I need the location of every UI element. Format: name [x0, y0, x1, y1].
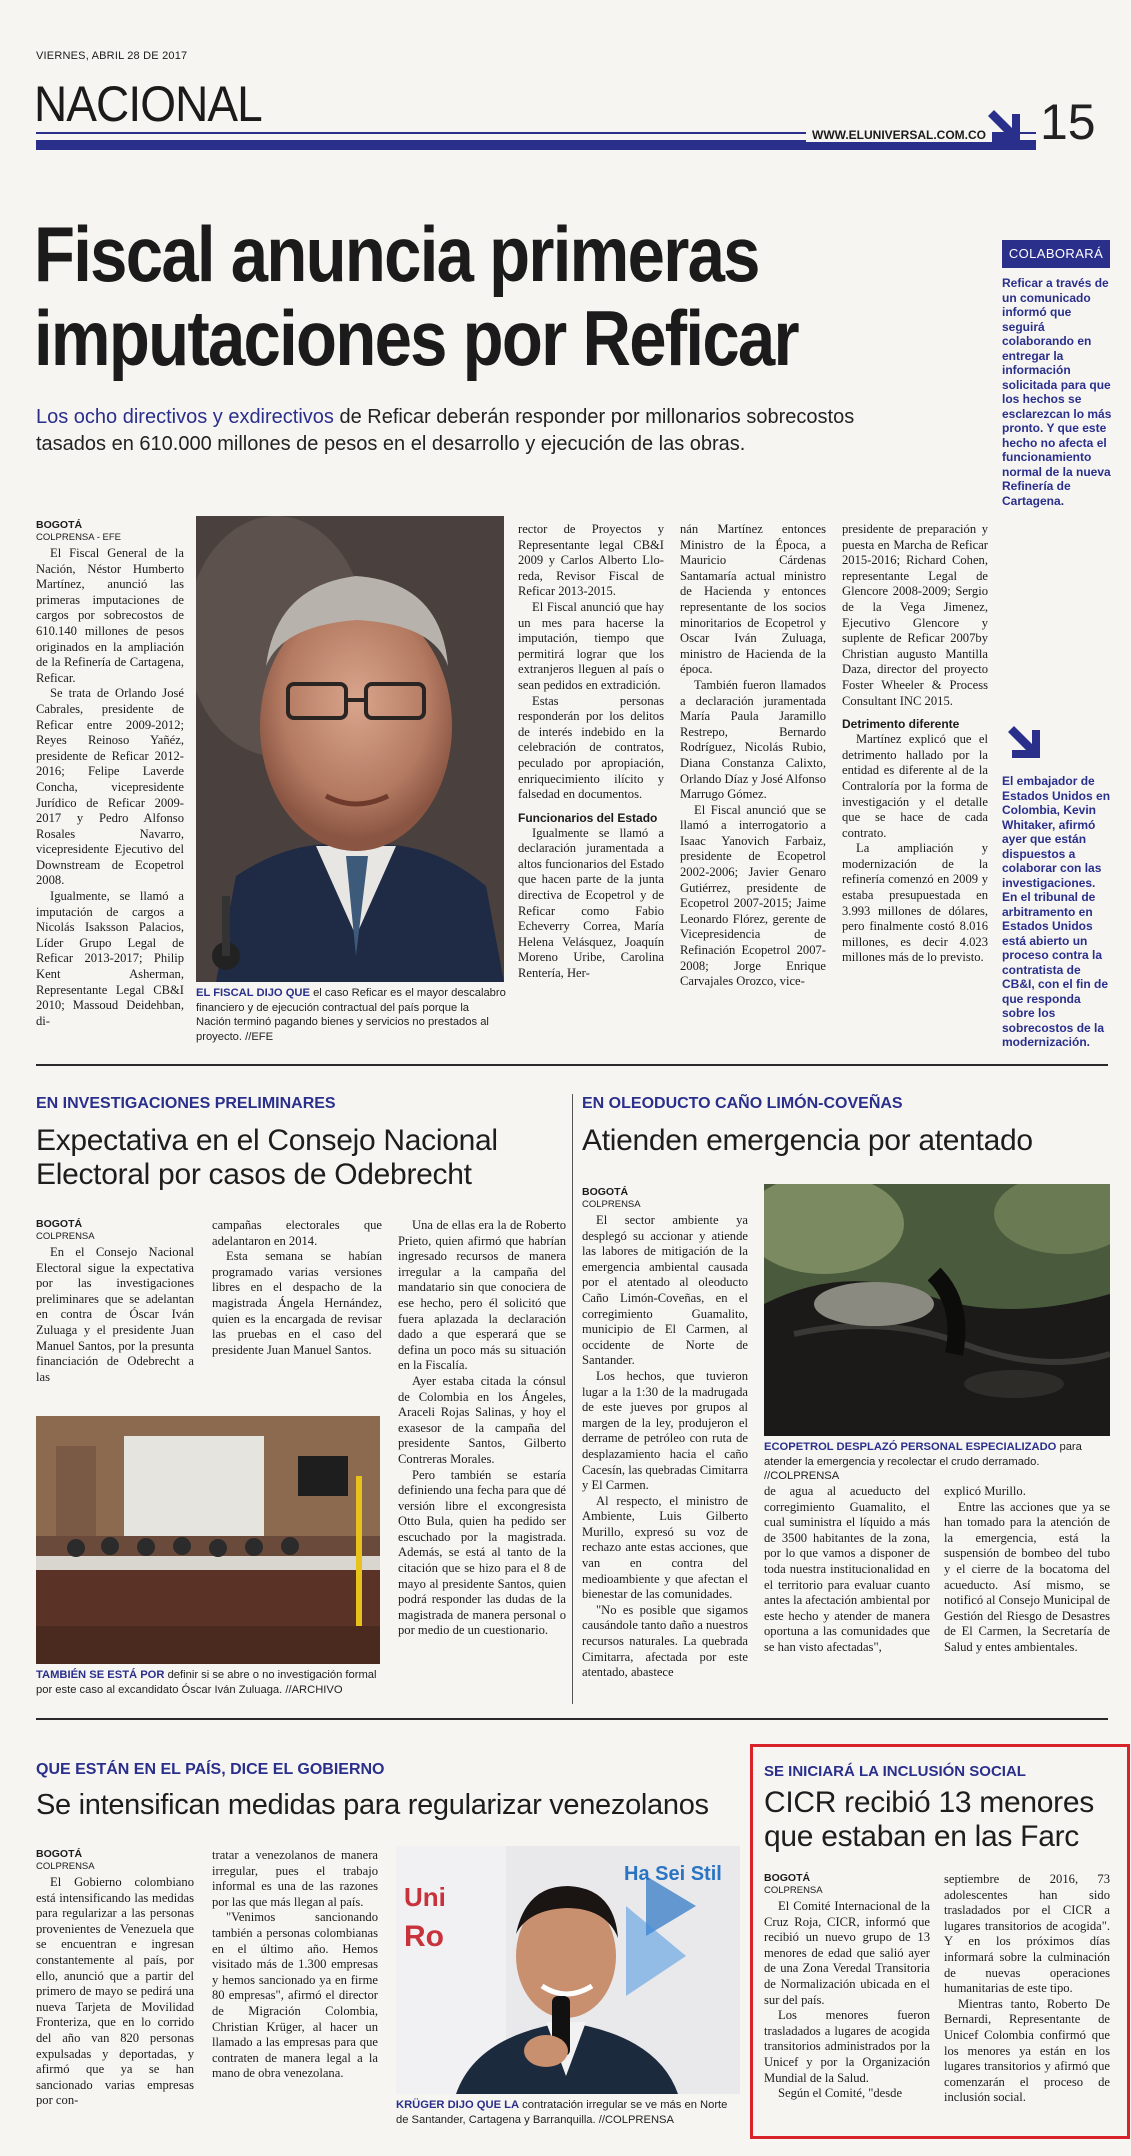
- story2-kicker: EN INVESTIGACIONES PRELIMINARES: [36, 1095, 336, 1112]
- story4-headline: Se intensifican medidas para regularizar venezolanos: [36, 1789, 709, 1821]
- paragraph: rector de Proyectos y Representante legal CB&I 2009 y Carlos Alberto Llo-reda, Revisor Fiscal de Reficar 2013-2015.: [518, 522, 664, 599]
- backdrop-text: Ha Sei Stil: [624, 1863, 722, 1885]
- consejo-photo: [36, 1416, 380, 1664]
- page-number: 15: [1040, 94, 1096, 150]
- paragraph: Los hechos, que tuvieron lugar a la 1:30 de la madrugada de este jueves por grupos al margen de la ley, produjeron el derrame de petróleo con ruta de desplazamiento hacia el caño Cacesín, las quebradas Cimitarra y El Carmen.: [582, 1368, 748, 1493]
- story2-col-2: [212, 1218, 382, 1358]
- paragraph: Ayer estaba citada la cónsul de Colombia en los Ángeles, Araceli Rojas Salinas, y hoy el exasesor de la campaña del presidente Santos, Gilberto Contreras Morales.: [398, 1373, 566, 1466]
- paragraph: Igualmente se llamó a declaración juramentada a altos funcionarios del Estado que hacen parte de la junta directiva de Ecopetrol y de Reficar como Fabio Echeverry Correa, María Helena Velásquez, Joaquín Moreno Uribe, Carolina Rentería, Her-: [518, 825, 664, 981]
- sidebar-label: COLABORARÁ: [1002, 240, 1110, 268]
- main-col-3: [518, 522, 664, 982]
- consejo-photo-caption: [36, 1668, 380, 1697]
- paragraph: tratar a venezolanos de manera irregular, pues el trabajo informal es una de las razones por las que más llegan al país.: [212, 1848, 378, 1909]
- story3-col-2: [764, 1484, 930, 1656]
- main-headline: [34, 212, 798, 380]
- paragraph: Los menores fueron trasladados a lugares de acogida transitorios administrados por la Unicef y por la Organización Mundial de la Salud.: [764, 2008, 930, 2085]
- paragraph: La ampliación y modernización de la refinería comenzó en 2009 y estaba presupuestada en 3.993 millones de dólares, pero finalmente costó 8.016 millones, es decir 4.023 millones más de lo previsto.: [842, 841, 988, 965]
- paragraph: nán Martínez entonces Ministro de la Época, a Mauricio Cárdenas Santamaría actual ministro de Hacienda y entonces representante de los socios minoritarios de Ecopetrol y Oscar Iván Zuluaga, ministro de Hacienda de la época.: [680, 522, 826, 677]
- paragraph: Igualmente, se llamó a imputación de cargos a Nicolás Isaksson Palacios, Líder Grupo Legal de Reficar 2013-2017; Philip Kent Asherman, Representante Legal CB&I 2010; Massoud Deidehban, di-: [36, 889, 184, 1028]
- paragraph: campañas electorales que adelantaron en 2014.: [212, 1218, 382, 1248]
- site-url: WWW.ELUNIVERSAL.COM.CO: [806, 128, 992, 142]
- paragraph: El Fiscal anunció que hay un mes para hacerse la imputación, tiempo que permitirá lograr que los extranjeros lleguen al país o sean pedidos en extradición.: [518, 599, 664, 692]
- story2-headline-line2: Electoral por casos de Odebrecht: [36, 1158, 472, 1191]
- paragraph: Pero también se estaría definiendo una fecha para que dé versión libre el excongresista Otto Bula, quien ha pedido ser escuchado por la magistrada. Además, se está al tanto de la citación que se hizo para el 8 de mayo al presidente Santos, quien podrá responder las dudas de la magistrada de manera personal o por medio de un cuestionario.: [398, 1467, 566, 1638]
- caption-text: contratación irregular se ve más en Norte de Santander, Cartagena y Barranquilla. //COLPRENSA: [396, 2099, 728, 2126]
- caption-text: el caso Reficar es el mayor descalabro financiero y de ejecución contractual del país porque la Nación terminó pagando bienes y servicios no prestados al proyecto. //EFE: [196, 987, 506, 1043]
- paragraph: "Venimos sancionando también a personas colombianas en el último año. Hemos visitado más de 1.300 empresas y hemos sancionado ya en firme 80 empresas", afirmó el director de Migración Colombia, Christian Krüger, al hacer un llamado a las empresas para que contraten de manera legal a la mano de obra venezolana.: [212, 1910, 378, 2081]
- story3-col-3: [944, 1484, 1110, 1656]
- story5-headline-line2: que estaban en las Farc: [764, 1820, 1079, 1853]
- story4-kicker: QUE ESTÁN EN EL PAÍS, DICE EL GOBIERNO: [36, 1761, 385, 1778]
- story4-col-2: [212, 1848, 378, 2082]
- oil-spill-photo-caption: [764, 1440, 1110, 1484]
- story5-headline-line1: CICR recibió 13 menores: [764, 1786, 1094, 1819]
- section-title: NACIONAL: [34, 76, 262, 132]
- svg-text:Uni: Uni: [404, 1882, 446, 1912]
- main-lead: [36, 404, 956, 458]
- caption-lead: KRÜGER DIJO QUE LA: [396, 2099, 520, 2111]
- caption-text: para atender la emergencia y recolectar el crudo derramado. //COLPRENSA: [764, 1441, 1082, 1482]
- column-divider: [572, 1094, 573, 1704]
- story4-agency: COLPRENSA: [36, 1861, 95, 1872]
- paragraph: En el Consejo Nacional Electoral sigue la expectativa por las investigaciones preliminares que se adelantan en contra de Óscar Iván Zuluaga y el presidente Juan Manuel Santos, por la presunta financiación de Odebrecht a las: [36, 1245, 194, 1384]
- sidebar-text-2: El embajador de Estados Unidos en Colombia, Kevin Whitaker, afirmó ayer que están dispuestos a colaborar con las investigaciones. En el tribunal de arbitramento en Estados Unidos está abierto un proceso contra la contratista de CB&I, con el fin de que responda sobre los sobrecostos de la modernización.: [1002, 774, 1111, 1049]
- subhead-detrimento: Detrimento diferente: [842, 717, 960, 732]
- story5-dateline: BOGOTÁ: [764, 1872, 811, 1884]
- story3-kicker: EN OLEODUCTO CAÑO LIMÓN-COVEÑAS: [582, 1095, 903, 1112]
- paragraph: El Fiscal anunció que se llamó a interrogatorio a Isaac Yanovich Farbaiz, presidente de Ecopetrol 2002-2006; Javier Genaro Gutiérrez, presidente de Ecopetrol 2007-2015; Jaime Leonardo Flórez, gerente de Vicepresidencia de Refinación Ecopetrol 2007-2008; Jorge Enrique Carvajales Orozco, vice-: [680, 802, 826, 989]
- paragraph: septiembre de 2016, 73 adolescentes han sido trasladados por el CICR a lugares transitorios de acogida". Y en los próximos días informará sobre la culminación de nuevas operaciones humanitarias de este tipo.: [944, 1872, 1110, 1996]
- paragraph: Según el Comité, "desde: [778, 2086, 903, 2101]
- story2-col-3: [398, 1218, 566, 1639]
- story4-dateline: BOGOTÁ: [36, 1848, 83, 1860]
- paragraph: También fueron llamados a declaración juramentada María Paula Jaramillo Restrepo, Bernardo Rodríguez, Nicolás Rubio, Diana Constanza Calixto, Orlando Díaz y José Alfonso Marrugo Gómez.: [680, 677, 826, 802]
- section-rule: [36, 1064, 1108, 1066]
- main-lead-rest1: de Reficar deberán responder por millonarios sobrecostos: [333, 406, 855, 428]
- story2-headline: [36, 1124, 576, 1192]
- paragraph: Mientras tanto, Roberto De Bernardi, Representante de Unicef Colombia confirmó que los menores ya están en los lugares transitorios y afirmó que comenzarán el proceso de inclusión social.: [944, 1996, 1110, 2105]
- story5-headline: [764, 1786, 1124, 1854]
- kruger-photo: [396, 1846, 740, 2094]
- svg-text:Ro: Ro: [404, 1920, 444, 1953]
- main-headline-line1: Fiscal anuncia primeras: [34, 210, 759, 298]
- paragraph: El sector ambiente ya desplegó su accionar y atiende las labores de mitigación de la emergencia ambiental causada por el atentado al oleoducto Caño Limón-Coveñas, en el corregimiento Guamalito, municipio de El Carmen, al occidente de Norte de Santander.: [582, 1213, 748, 1368]
- paragraph: explicó Murillo.: [944, 1484, 1026, 1498]
- caption-text: definir si se abre o no investigación formal por este caso al excandidato Óscar Iván Zuluaga. //ARCHIVO: [36, 1669, 377, 1696]
- story2-col-1: [36, 1218, 194, 1385]
- story2-dateline: BOGOTÁ: [36, 1218, 83, 1230]
- story3-col-1: [582, 1186, 748, 1681]
- story3-agency: COLPRENSA: [582, 1199, 641, 1210]
- paragraph: presidente de preparación y puesta en Marcha de Reficar 2015-2016; Richard Cohen, representante Legal de Glencore 2008-2009; Sergio de la Vega Jimenez, Ejecutivo Glencore y suplente de Reficar 2007by Christian augusto Mantilla Daza, director del proyecto Foster Wheeler & Process Consultant INC 2015.: [842, 522, 988, 708]
- story3-dateline: BOGOTÁ: [582, 1186, 629, 1198]
- paragraph: Se trata de Orlando José Cabrales, presidente de Reficar entre 2009-2012; Reyes Reinoso Yañéz, presidente de Reficar 2012-2016; Felipe Laverde Concha, vicepresidente Jurídico de Reficar 2009-2017 y Pedro Alfonso Rosales Navarro, vicepresidente Ejecutivo del Downstream de Ecopetrol 2008.: [36, 686, 184, 888]
- fiscal-photo: [196, 516, 504, 982]
- main-col-5: [842, 522, 988, 966]
- paragraph: de agua al acueducto del corregimiento Guamalito, el cual suministra el líquido a más de 3500 habitantes de la zona, por lo que vamos a disponer de toda nuestra institucionalidad en el territorio para evaluar cuanto antes la afectación ambiental por este hecho y atender de manera oportuna a las comunidades que se han visto afectadas",: [764, 1484, 930, 1654]
- caption-lead: ECOPETROL DESPLAZÓ PERSONAL ESPECIALIZADO: [764, 1441, 1057, 1453]
- main-headline-line2: imputaciones por Reficar: [34, 294, 798, 382]
- story2-headline-line1: Expectativa en el Consejo Nacional: [36, 1124, 498, 1157]
- paragraph: El Gobierno colombiano está intensificando las medidas para regularizar a las personas provenientes de Venezuela que se encuentran e ingresan constantemente al país, por ello, anunció que a partir del primero de mayo se pedirá una nueva Tarjeta de Movilidad Fronteriza, que en lo corrido del año van 820 personas expulsadas y deportadas, y afirmó que ya se han sancionado varias empresas por con-: [36, 1875, 194, 2108]
- oil-spill-photo: [764, 1184, 1110, 1436]
- story5-col-1: [764, 1872, 930, 2102]
- paragraph: El Fiscal General de la Nación, Néstor Humberto Martínez, anunció las primeras imputaciones de cargos por sobrecostos de 610.140 millones de pesos originados en la ampliación de la Refinería de Cartagena, Reficar.: [36, 546, 184, 685]
- paragraph: "No es posible que sigamos causándole tanto daño a nuestros recursos naturales. La quebrada Cimitarra, afectada por este atentado, abastece: [582, 1602, 748, 1680]
- story3-headline: Atienden emergencia por atentado: [582, 1124, 1033, 1157]
- main-lead-highlight: Los ocho directivos y exdirectivos: [36, 406, 334, 428]
- arrow-down-right-icon: [1002, 720, 1046, 764]
- kruger-photo-caption: [396, 2098, 740, 2127]
- paragraph: Entre las acciones que ya se han tomado para la atención de la emergencia, está la suspensión de bombeo del tubo y el cierre de la bocatoma del acueducto. Así mismo, se notificó al Consejo Municipal de Gestión del Riesgo de Desastres de El Carmen, la Secretaría de Salud y entes ambientales.: [944, 1499, 1110, 1654]
- paragraph: Al respecto, el ministro de Ambiente, Luis Gilberto Murillo, expresó su voz de rechazo ante estas acciones, que van en contra del medioambiente y que afectan el bienestar de las comunidades.: [582, 1493, 748, 1602]
- caption-lead: EL FISCAL DIJO QUE: [196, 987, 310, 999]
- arrow-down-right-icon: [982, 104, 1026, 148]
- story4-col-1: [36, 1848, 194, 2109]
- paragraph: Esta semana se habían programado varias versiones libres en el despacho de la magistrada Ángela Hernández, quien es la encargada de revisar las pruebas en el caso del presidente Juan Manuel Santos.: [212, 1249, 382, 1357]
- main-lead-rest2: tasados en 610.000 millones de pesos en el desarrollo y ejecución de las obras.: [36, 433, 746, 455]
- fiscal-photo-caption: [196, 986, 506, 1044]
- story2-agency: COLPRENSA: [36, 1231, 95, 1242]
- story5-agency: COLPRENSA: [764, 1885, 823, 1896]
- main-agency: COLPRENSA - EFE: [36, 532, 121, 543]
- paragraph: Estas personas responderán por los delitos de interés indebido en la celebración de contratos, peculado por apropiación, enriquecimiento ilícito y falsedad en documentos.: [518, 693, 664, 802]
- header-date: VIERNES, ABRIL 28 DE 2017: [36, 50, 188, 62]
- story5-col-2: [944, 1872, 1110, 2106]
- subhead-funcionarios: Funcionarios del Estado: [518, 810, 658, 825]
- sidebar-text-1: Reficar a través de un comunicado informó que seguirá colaborando en entregar la información solicitada para que los hechos se esclarezcan lo más pronto. Y que este hecho no afecta el funcionamiento normal de la nueva Refinería de Cartagena.: [1002, 276, 1112, 508]
- story5-kicker: SE INICIARÁ LA INCLUSIÓN SOCIAL: [764, 1763, 1026, 1780]
- paragraph: El Comité Internacional de la Cruz Roja, CICR, informó que recibió un nuevo grupo de 13 menores de edad que salió ayer de una Zona Veredal Transitoria de Normalización ubicada en el sur del país.: [764, 1899, 930, 2007]
- section-rule: [36, 1718, 1108, 1720]
- main-col-1: [36, 519, 184, 1029]
- caption-lead: TAMBIÉN SE ESTÁ POR: [36, 1669, 165, 1681]
- main-col-4: [680, 522, 826, 990]
- paragraph: Una de ellas era la de Roberto Prieto, quien afirmó que habrían ingresado recursos de manera irregular a la campaña del mandatario sin que conociera de ese hecho, pero él solicitó que fuera aplazada la declaración dado a que esperará que se defina un poco más su situación en la Fiscalía.: [398, 1218, 566, 1373]
- main-dateline: BOGOTÁ: [36, 519, 83, 531]
- paragraph: Martínez explicó que el detrimento hallado por la entidad es diferente al de la Contraloría por la forma de investigación y el detalle que se hace de cada contrato.: [842, 732, 988, 840]
